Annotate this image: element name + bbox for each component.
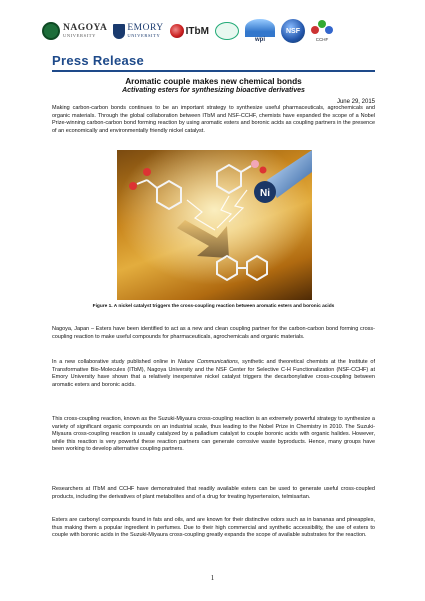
nagoya-logo-sub: UNIVERSITY	[63, 32, 96, 38]
partner-logos	[42, 14, 392, 48]
paragraph-2: Nagoya, Japan – Esters have been identified to act as a new and clean coupling partner for the carbon-carbon bond forming cross-coupling reaction to make useful compounds for pharmaceuticals, agrochemicals and organic materials.	[52, 326, 375, 340]
institute-emblem-icon	[215, 22, 239, 40]
cchf-molecule-icon	[311, 20, 333, 38]
article-title: Aromatic couple makes new chemical bonds	[125, 76, 302, 86]
emory-shield-icon	[113, 24, 125, 39]
page-number: 1	[210, 574, 215, 582]
wpi-logo-name: wpi	[254, 37, 265, 43]
paragraph-3-after: , synthetic and theoretical chemists at the Institute of Transformative Bio-Molecules (ITbM), Nagoya University and the NSF Center for Selective C-H Functionalization (NSF-CCHF) at Emory University have shown that a relatively inexpensive nickel catalyst triggers the decarbonylative cross-coupling between aromatic esters and boronic acids.	[52, 359, 375, 388]
institute-emblem-logo	[215, 22, 239, 40]
emory-logo-sub: UNIVERSITY	[127, 32, 161, 38]
emory-logo-name: EMORY	[127, 23, 164, 33]
intro-paragraph: Making carbon-carbon bonds continues to be an important strategy to synthesize useful pharmaceuticals, agrochemicals and organic materials. Through the global collaboration between ITbM and NSF-CCHF, chemists have expanded the scope of a Nobel Prize-winning carbon-carbon bond forming reaction by using aromatic esters and boronic acids as coupling partners in the presence of an economically and environmentally friendly nickel catalyst.	[52, 105, 375, 134]
cchf-logo-name: CCHF	[315, 36, 329, 42]
nsf-logo-name: NSF	[285, 27, 300, 35]
paragraph-5: Researchers at ITbM and CCHF have demonstrated that readily available esters can be used to generate useful cross-coupled products, including the derivatives of plant metabolites and of a drug for treating hypertension, telmisartan.	[52, 486, 375, 500]
nagoya-seal-icon	[42, 22, 60, 40]
nagoya-logo-name: NAGOYA	[63, 23, 108, 33]
press-release-heading: Press Release	[52, 53, 145, 68]
journal-name: Nature Communications	[177, 359, 238, 365]
cchf-logo	[311, 20, 333, 43]
nsf-logo	[281, 19, 305, 43]
article-subtitle: Activating esters for synthesizing bioactive derivatives	[122, 87, 305, 94]
nagoya-university-logo	[42, 22, 107, 40]
itbm-logo-name: ITbM	[185, 25, 209, 37]
reaction-illustration	[117, 150, 312, 300]
figure-caption: Figure 1. A nickel catalyst triggers the cross-coupling reaction between aromatic esters and boronic acids	[92, 304, 335, 309]
paragraph-4: This cross-coupling reaction, known as the Suzuki-Miyaura cross-coupling reaction is an extremely powerful strategy to synthesize a variety of significant organic compounds on an industrial scale, thus leading to the Nobel Prize in Chemistry in 2010. The Suzuki-Miyaura cross-coupling reaction is usually catalyzed by a palladium catalyst to couple boronic acids with organic halides. However, while this reaction is very powerful these reaction partners can generate corrosive waste byproducts. Hence, many groups have been working to develop alternative coupling partners.	[52, 416, 375, 453]
reaction-figure	[117, 150, 312, 300]
publication-date: June 29, 2015	[336, 99, 375, 105]
itbm-mark-icon	[170, 24, 184, 38]
paragraph-3	[52, 359, 375, 389]
catalyst-label: Ni	[260, 188, 270, 199]
wpi-logo	[245, 19, 275, 43]
paragraph-3-before: In a new collaborative study published online in	[52, 359, 178, 365]
heading-divider	[52, 70, 375, 72]
paragraph-6: Esters are carbonyl compounds found in fats and oils, and are known for their distinctive odors such as in bananas and pineapples, thus making them a popular ingredient in perfumes. Due to their high commercial and synthetic accessibility, the use of esters to couple with boronic acids in the Suzuki-Miyaura cross-coupling greatly expands the scope of available substrates for the reaction.	[52, 517, 375, 539]
itbm-logo	[170, 24, 209, 38]
wpi-wave-icon	[245, 19, 275, 37]
emory-university-logo	[113, 24, 163, 39]
nsf-globe-icon	[281, 19, 305, 43]
